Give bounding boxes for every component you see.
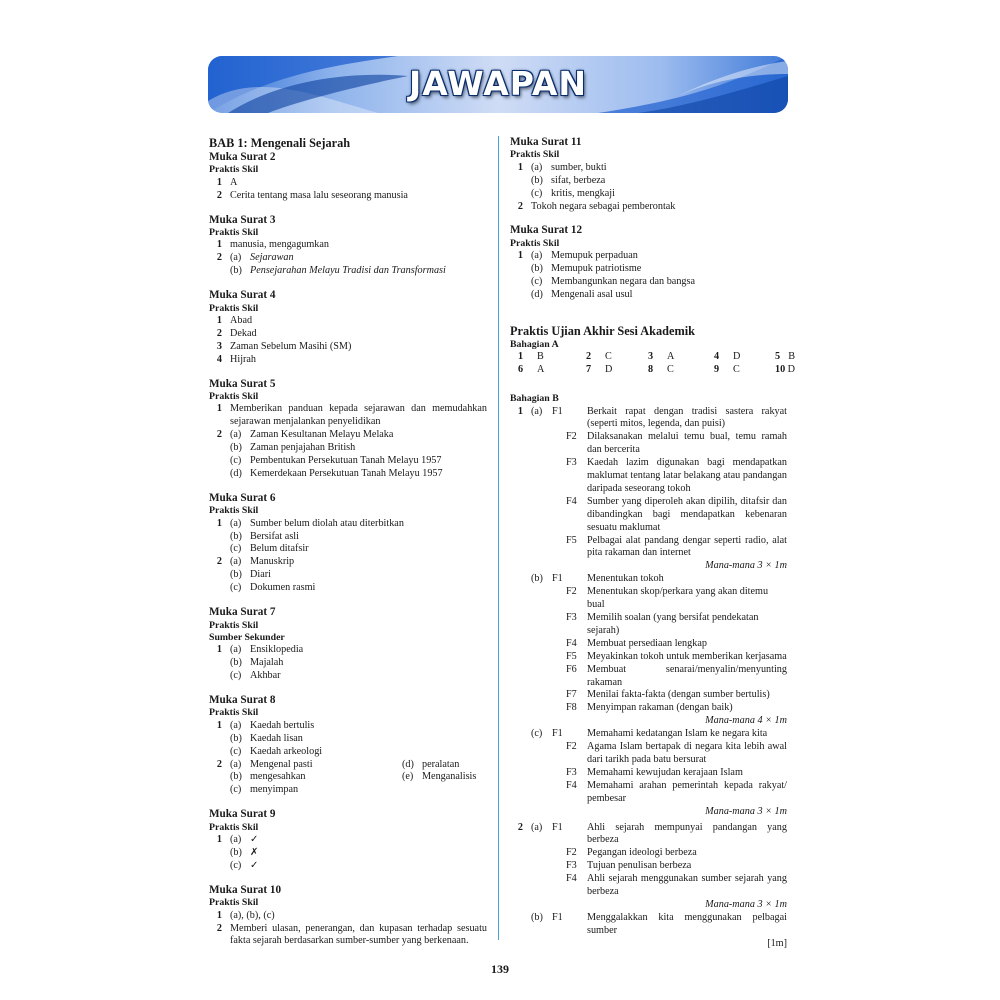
section-title: Muka Surat 12	[510, 224, 583, 237]
marks-note: Mana-mana 3 × 1m	[705, 560, 787, 572]
answer-item: (c) ✓	[209, 860, 487, 873]
check-icon: ✓	[250, 834, 259, 846]
answer-item: (b) mengesahkan (e) Menganalisis	[230, 771, 477, 783]
answer-item: 2 Memberi ulasan, penerangan, dan kupasan terhadap sesuatu fakta sejarah berdasarkan sumber-sumber yang berkenaan.	[216, 922, 487, 947]
answer-item: (b) Zaman penjajahan British	[230, 442, 356, 454]
answer-item: (b) Kaedah lisan	[230, 732, 303, 744]
answer-item: 2 (a) Mengenal pasti (d) peralatan	[216, 758, 460, 770]
section-subtitle: Praktis Skil	[209, 707, 259, 719]
part-a-answers: 1 B 2 C 3 A 4 D 5 B 6 A 7 D 8 C 9 C 10 D	[518, 351, 795, 376]
section-subtitle: Praktis Skil	[209, 391, 259, 402]
answer-item: F2 Menentukan skop/perkara yang akan ditemu bual	[566, 586, 769, 611]
answer-item: F3 Memahami kewujudan kerajaan Islam	[566, 766, 743, 778]
section-subtitle: Praktis Skil	[209, 227, 259, 239]
marks-note: Mana-mana 3 × 1m	[705, 898, 787, 910]
answer-item: (c) Dokumen rasmi	[230, 582, 316, 594]
section-subtitle: Praktis Skil	[209, 619, 259, 631]
answer-item: 4 Hijrah	[216, 353, 257, 365]
answer-item: F3 Tujuan penulisan berbeza	[566, 860, 692, 872]
answer-item: 2 (a) F1 Ahli sejarah mempunyai pandangan yang berbeza	[517, 821, 787, 846]
answer-item: F4 Membuat persediaan lengkap	[566, 637, 707, 649]
answer-item: 2 Cerita tentang masa lalu seseorang manusia	[216, 189, 408, 201]
left-column	[209, 136, 487, 948]
part-b-title: Bahagian B	[510, 393, 559, 405]
answer-item: 1 Abad	[216, 314, 253, 326]
answer-item: (b) sifat, berbeza	[531, 174, 606, 186]
check-icon: ✓	[250, 859, 259, 871]
answer-item: 1 (a) sumber, bukti	[517, 161, 607, 173]
answer-item: 2 (a) Manuskrip	[216, 556, 295, 568]
answer-item: 1 (a), (b), (c)	[216, 909, 275, 921]
answer-item: F4 Sumber yang diperoleh akan dipilih, ditafsir dan dibandingkan bagi mendapatkan kebenaran sesuatu maklumat	[566, 495, 787, 533]
answer-item: F5 Pelbagai alat pandang dengar seperti radio, alat pita rakaman dan internet	[566, 534, 787, 559]
answer-item: (c) menyimpan	[230, 784, 299, 796]
chapter-title: BAB 1: Mengenali Sejarah	[209, 136, 351, 150]
answer-item: F2 Dilaksanakan melalui temu bual, temu ramah dan bercerita	[566, 431, 787, 456]
answer-item: 1 Memberikan panduan kepada sejarawan dan memudahkan sejarawan menjalankan penyelidikan	[216, 403, 487, 428]
section-title: Muka Surat 4	[209, 289, 276, 302]
answer-item: 2 (a) Zaman Kesultanan Melayu Melaka	[216, 429, 394, 441]
section-title: Muka Surat 8	[209, 694, 276, 707]
answer-item: (b) Memupuk patriotisme	[531, 263, 642, 275]
page-title: JAWAPAN	[408, 64, 588, 103]
answer-item: F2 Pegangan ideologi berbeza	[566, 847, 697, 859]
mark-label: [1m]	[767, 937, 787, 949]
answer-item: 1 manusia, mengagumkan	[216, 239, 330, 251]
column-divider	[498, 136, 499, 940]
answer-item: (b) Majalah	[230, 657, 284, 669]
right-column	[510, 136, 795, 951]
answer-item: 1 (a) Kaedah bertulis	[216, 719, 315, 731]
marks-note: Mana-mana 3 × 1m	[705, 805, 787, 817]
answer-item: (c) Akhbar	[230, 670, 281, 682]
answer-item: 1 (a) ✓	[209, 834, 487, 847]
answer-item: F4 Memahami arahan pemerintah kepada rakyat/ pembesar	[566, 779, 787, 804]
answer-item: 1 (a) F1 Berkait rapat dengan tradisi sastera rakyat (seperti mitos, legenda, dan puisi)	[517, 405, 787, 430]
answer-item: (c) Kaedah arkeologi	[230, 745, 323, 757]
answer-item: 2 Tokoh negara sebagai pemberontak	[517, 200, 676, 212]
page-number: 139	[491, 962, 509, 976]
answer-item: F7 Menilai fakta-fakta (dengan sumber bertulis)	[566, 689, 770, 701]
answer-item: F3 Kaedah lazim digunakan bagi mendapatkan maklumat tentang latar belakang atau pandangan daripada seseorang tokoh	[566, 457, 787, 494]
answer-banner	[208, 56, 788, 113]
answer-item: 1 A	[216, 176, 238, 188]
answer-item: (b) F1 Menentukan tokoh	[531, 573, 664, 585]
answer-item: (c) kritis, mengkaji	[531, 187, 615, 199]
answer-item: 1 (a) Sumber belum diolah atau diterbitkan	[216, 517, 404, 529]
section-title: Muka Surat 10	[209, 883, 282, 896]
section-subtitle: Praktis Skil	[209, 164, 259, 176]
answer-item: 2 (a) Sejarawan	[216, 252, 294, 264]
answer-item: (b) F1 Menggalakkan kita menggunakan pelbagai sumber	[531, 911, 787, 936]
answer-item: (c) Membangunkan negara dan bangsa	[531, 276, 695, 288]
answer-item: (c) F1 Memahami kedatangan Islam ke negara kita	[531, 728, 768, 740]
section-subtitle: Praktis Skil	[510, 149, 560, 161]
answer-item: F2 Agama Islam bertapak di negara kita lebih awal dari tarikh pada batu bersurat	[566, 741, 787, 765]
answer-item: (c) Belum ditafsir	[230, 543, 309, 555]
section-subtitle: Praktis Skil	[209, 302, 259, 314]
section-title: Muka Surat 11	[510, 136, 582, 148]
section-title: Muka Surat 2	[209, 151, 276, 163]
section-title: Muka Surat 3	[209, 213, 276, 226]
section-subtitle: Praktis Skil	[209, 821, 259, 833]
answer-item: (d) Kemerdekaan Persekutuan Tanah Melayu 1957	[230, 467, 443, 479]
section-subtitle: Sumber Sekunder	[209, 631, 285, 643]
answer-item: 3 Zaman Sebelum Masihi (SM)	[216, 340, 352, 352]
answer-item: F6 Membuat senarai/menyalin/menyunting rakaman	[566, 663, 787, 688]
marks-note: Mana-mana 4 × 1m	[705, 715, 787, 727]
cross-icon: ✗	[250, 847, 259, 858]
answer-item: (b) Diari	[230, 569, 271, 581]
answer-item: 1 (a) Memupuk perpaduan	[517, 250, 638, 262]
answer-item: (d) Mengenali asal usul	[531, 288, 633, 300]
answer-item: (b) ✗	[209, 847, 487, 860]
answer-item: (b) Bersifat asli	[230, 530, 299, 542]
section-subtitle: Praktis Skil	[510, 237, 560, 249]
answer-item: F8 Menyimpan rakaman (dengan baik)	[566, 702, 733, 714]
answer-item: F4 Ahli sejarah menggunakan sumber sejarah yang berbeza	[566, 873, 787, 898]
section-title: Muka Surat 6	[209, 491, 276, 504]
answer-item: F5 Meyakinkan tokoh untuk memberikan kerjasama	[566, 650, 787, 662]
answer-item: (c) Pembentukan Persekutuan Tanah Melayu 1957	[230, 455, 442, 467]
answer-item: 2 Dekad	[216, 327, 257, 339]
section-title: Muka Surat 9	[209, 808, 276, 821]
section-title: Muka Surat 5	[209, 377, 276, 390]
part-a-title: Bahagian A	[510, 338, 559, 350]
section-title: Muka Surat 7	[209, 606, 276, 619]
exam-section-title: Praktis Ujian Akhir Sesi Akademik	[510, 323, 695, 338]
answer-item: 1 (a) Ensiklopedia	[216, 644, 304, 656]
answer-item: F3 Memilih soalan (yang bersifat pendekatan sejarah)	[566, 612, 759, 636]
section-subtitle: Praktis Skil	[209, 897, 259, 909]
answer-item: (b) Pensejarahan Melayu Tradisi dan Transformasi	[230, 265, 446, 277]
section-subtitle: Praktis Skil	[209, 505, 259, 517]
